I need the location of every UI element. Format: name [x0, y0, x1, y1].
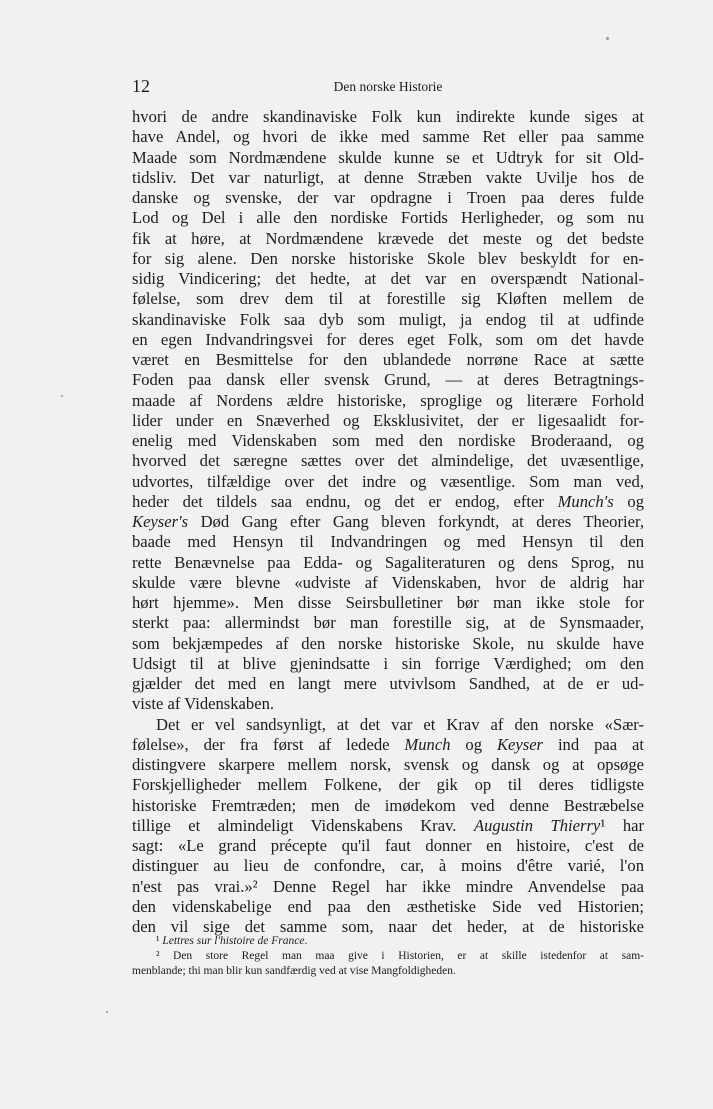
text-line: historiske Fremtræden; men de imødekom ved denne Bestræbelse: [132, 795, 644, 815]
text-line: gjælder det med en langt mere utvivlsom Sandhed, at de er ud-: [132, 674, 644, 693]
text-line: have Andel, og hvori de ikke med samme Ret eller paa samme: [132, 127, 644, 147]
text-line: distingvere skarpere mellem norsk, svensk og dansk og at opsøge: [132, 755, 644, 774]
footnotes: [132, 934, 644, 979]
text-line: fik at høre, at Nordmændene krævede det meste og det bedste: [132, 228, 644, 248]
text-line: tidsliv. Det var naturligt, at denne Stræben vakte Uvilje hos de: [132, 167, 644, 187]
text-line: heder det tildels saa endnu, og det er endog, efter Munch's og: [132, 491, 644, 511]
text-line: baade med Hensyn til Indvandringen og med Hensyn til den: [132, 532, 644, 552]
text-line: Keyser's Død Gang efter Gang bleven forkyndt, at deres Theorier,: [132, 512, 644, 531]
text-line: hvorved det særegne sættes over det almindelige, det uvæsentlige,: [132, 451, 644, 471]
text-line: den videnskabelige end paa den æsthetiske Side ved Historien;: [132, 896, 644, 916]
text-line: Udsigt til at blive gjenindsatte i sin forrige Værdighed; om den: [132, 653, 644, 673]
text-line: Forskjelligheder mellem Folkene, der gik op til deres tidligste: [132, 775, 644, 795]
running-title: Den norske Historie: [333, 79, 443, 94]
text-line: distinguer au lieu de confondre, car, à moins d'être varié, l'on: [132, 856, 644, 876]
text-line: for sig alene. Den norske historiske Skole blev beskyldt for en-: [132, 248, 644, 268]
text-line: lider under en Snæverhed og Eksklusivitet, der er ligesaalidt for-: [132, 410, 644, 430]
text-line: sidig Vindicering; det hedte, at det var en overspændt National-: [132, 269, 644, 288]
footnote: menblande; thi man blir kun sandfærdig ved at vise Mangfoldigheden.: [132, 965, 456, 977]
text-line: udvortes, tilfældige over det indre og væsentlige. Som man ved,: [132, 471, 644, 491]
text-line: været en Besmittelse for den ublandede norrøne Race at sætte: [132, 350, 644, 369]
text-line: tillige et almindeligt Videnskabens Krav. Augustin Thierry¹ har: [132, 815, 645, 835]
text-line: skulde være blevne «udviste af Videnskaben, hvor de aldrig har: [132, 572, 644, 592]
text-line: skandinaviske Folk saa dyb som muligt, ja endog til at udfinde: [132, 309, 644, 329]
footnote: ² Den store Regel man maa give i Historien, er at skille istedenfor at sam-: [156, 950, 644, 962]
text-line: som bekjæmpedes af den norske historiske Skole, nu skulde have: [132, 633, 644, 653]
text-line: Lod og Del i alle den nordiske Fortids Herligheder, og som nu: [132, 208, 644, 228]
paper-speck: [61, 395, 63, 397]
text-line: hørt hjemme». Men disse Seirsbulletiner bør man ikke stole for: [132, 593, 644, 612]
page-number: 12: [132, 76, 150, 96]
body-text: [132, 107, 644, 937]
paper-speck: [106, 1011, 108, 1013]
text-line: en egen Indvandringsvei for deres eget Folk, som om det havde: [132, 329, 644, 349]
text-line: enelig med Videnskaben som med den nordiske Broderaand, og: [132, 431, 644, 450]
footnote: ¹ Lettres sur l'histoire de France.: [156, 935, 308, 947]
text-line: sagt: «Le grand précepte qu'il faut donner en histoire, c'est de: [132, 836, 644, 855]
text-line: hvori de andre skandinaviske Folk kun indirekte kunde siges at: [132, 107, 644, 126]
paper-speck: [606, 37, 609, 40]
text-line: Det er vel sandsynligt, at det var et Krav af den norske «Sær-: [156, 714, 644, 734]
text-line: sterkt paa: allermindst bør man forestille sig, at de Synsmaader,: [132, 613, 644, 633]
page-header: [132, 76, 644, 100]
text-line: Maade som Nordmændene skulde kunne se et Udtryk for sit Old-: [132, 147, 644, 167]
text-line: n'est pas vrai.»² Denne Regel har ikke mindre Anvendelse paa: [132, 876, 644, 896]
text-line: maade af Nordens ældre historiske, sproglige og literære Forhold: [132, 390, 644, 410]
text-line: følelse, som drev dem til at forestille sig Kløften mellem de: [132, 289, 644, 309]
text-line: den vil sige det samme som, naar det heder, at de historiske: [132, 917, 644, 936]
text-line: Foden paa dansk eller svensk Grund, — at deres Betragtnings-: [132, 370, 644, 390]
text-line: rette Benævnelse paa Edda- og Sagaliteraturen og dens Sprog, nu: [132, 552, 644, 572]
text-line: viste af Videnskaben.: [132, 694, 275, 714]
text-line: danske og svenske, der var opdragne i Troen paa deres fulde: [132, 188, 644, 207]
text-line: følelse», der fra først af ledede Munch og Keyser ind paa at: [132, 734, 644, 754]
